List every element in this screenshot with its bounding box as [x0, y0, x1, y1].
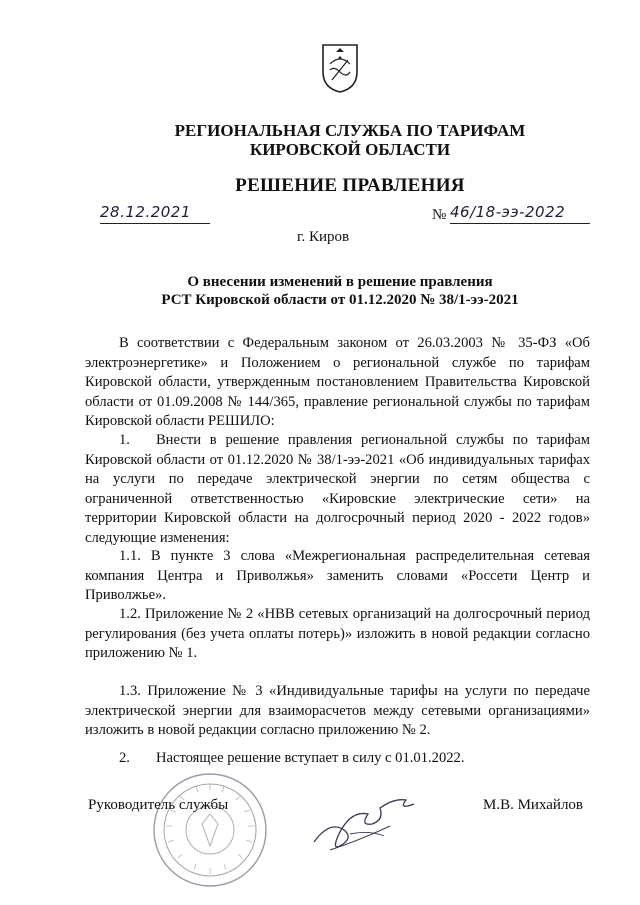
seal-stamp-icon [150, 770, 270, 890]
coat-of-arms-icon [320, 42, 360, 94]
paragraph-text: 1.3. Приложение № 3 «Индивидуальные тарифы на услуги по передаче электрической энергии для взаиморасчетов между сетевыми организациями» изложить в новой редакции согласно приложению № 2. [85, 683, 590, 738]
body-paragraph-item-1-1 [85, 547, 590, 606]
body-paragraph-item-2 [85, 749, 590, 769]
body-paragraph-preamble [85, 334, 590, 432]
body-paragraph-item-1 [85, 431, 590, 548]
paragraph-text: 1.2. Приложение № 2 «НВВ сетевых организаций на долгосрочный период регулирования (без учета оплаты потерь)» изложить в новой редакции согласно приложению № 1. [85, 606, 590, 661]
organization-name-line2: КИРОВСКОЙ ОБЛАСТИ [249, 140, 451, 159]
item-number: 2. [119, 750, 130, 766]
paragraph-text: Настоящее решение вступает в силу с 01.01.2022. [155, 750, 465, 766]
body-paragraph-item-1-2 [85, 605, 590, 664]
document-type-title: РЕШЕНИЕ ПРАВЛЕНИЯ [235, 175, 465, 196]
paragraph-text: 1.1. В пункте 3 слова «Межрегиональная распределительная сетевая компания Центра и Приволжья» заменить словами «Россети Центр и Приволжье». [85, 548, 590, 603]
paragraph-text: В соответствии с Федеральным законом от 26.03.2003 № 35-ФЗ «Об электроэнергетике» и Положением о региональной службе по тарифам Кировской области, утвержденным постановлением Правительства Кировской области от 01.09.2008 № 144/365, правление региональной службы по тарифам Кировской области РЕШИЛО: [85, 335, 590, 429]
subject-line1: О внесении изменений в решение правления [187, 274, 493, 290]
organization-name-line1: РЕГИОНАЛЬНАЯ СЛУЖБА ПО ТАРИФАМ [174, 121, 526, 140]
document-number: 46/18-ээ-2022 [450, 203, 590, 224]
signer-name: М.В. Михайлов [483, 797, 584, 813]
number-label: № [432, 207, 447, 223]
subject-line2: РСТ Кировской области от 01.12.2020 № 38/1-ээ-2021 [161, 292, 519, 308]
paragraph-text: Внести в решение правления региональной службы по тарифам Кировской области от 01.12.2020 № 38/1-ээ-2021 «Об индивидуальных тарифах на услуги по передаче электрической энергии по сетям общества с ограниченной ответственностью «Кировские электрические сети» на территории Кировской области на долгосрочный период 2020 - 2022 годов» следующие изменения: [85, 432, 590, 546]
signer-position: Руководитель службы [88, 797, 229, 813]
document-date: 28.12.2021 [100, 203, 210, 224]
handwritten-signature-icon [310, 790, 420, 860]
body-paragraph-item-1-3 [85, 682, 590, 741]
item-number: 1. [119, 432, 130, 448]
city-name: г. Киров [297, 229, 350, 245]
